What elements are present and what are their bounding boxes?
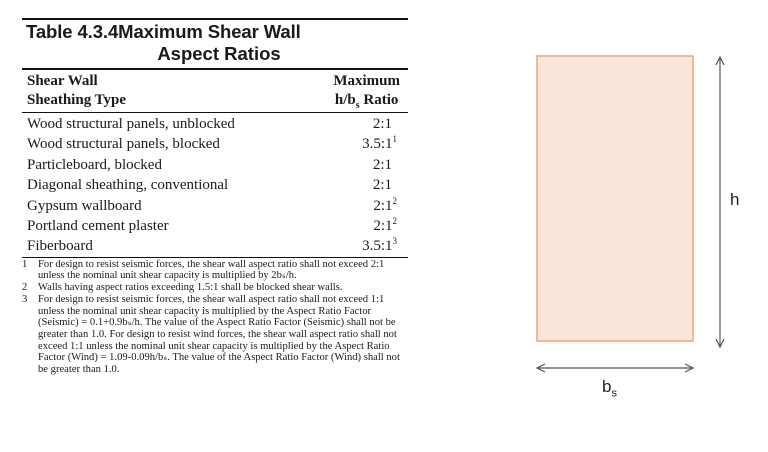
height-label: h	[730, 190, 740, 209]
footnote-ref: 2	[392, 215, 397, 226]
footnote-text: Walls having aspect ratios exceeding 1.5:1 shall be blocked shear walls.	[38, 282, 343, 294]
sheathing-type-cell: Wood structural panels, unblocked	[27, 116, 235, 132]
sheathing-type-cell: Diagonal sheathing, conventional	[27, 177, 229, 194]
ratio-value: 2:1	[373, 217, 393, 234]
footnote-number: 3	[22, 293, 28, 305]
footnote-ref: 3	[392, 236, 397, 247]
ratio-value: 3.5:1	[362, 238, 393, 255]
shear-wall-panel	[537, 56, 693, 341]
footnote-text: For design to resist seismic forces, the shear wall aspect ratio shall not exceed 2:1 unless the nominal unit shear capacity is multiplied by 2bₛ/h.	[38, 258, 385, 282]
title-line-2: Aspect Ratios	[157, 43, 281, 64]
sheathing-type-cell: Wood structural panels, blocked	[27, 136, 220, 153]
footnote-text: For design to resist seismic forces, the shear wall aspect ratio shall not exceed 1:1 unless the nominal unit shear capacity is multiplied by the Aspect Ratio Factor (Seismic) = 0.1+0.9bₛ/h. The value of the Aspect Ratio Factor (Seismic) shall not be greater than 1.0. For design to resist wind forces, the shear wall aspect ratio shall not exceed 1:1 unless the nominal unit shear capacity is multiplied by the Aspect Ratio Factor (Wind) = 1.09-0.09h/bₛ. The value of the Aspect Ratio Factor (Wind) shall not be greater than 1.0.	[38, 293, 400, 376]
ratio-value: 2:1	[372, 116, 392, 132]
footnote-number: 2	[22, 282, 28, 294]
ratio-value: 2:1	[372, 177, 392, 194]
sheathing-type-cell: Gypsum wallboard	[27, 197, 142, 214]
title-line-1: Table 4.3.4Maximum Shear Wall	[26, 21, 301, 42]
width-label-sub: s	[611, 387, 617, 400]
header-left-line-1: Shear Wall	[27, 73, 98, 89]
footnote-number: 1	[22, 258, 28, 270]
header-left-line-2: Sheathing Type	[27, 92, 127, 108]
ratio-value: 3.5:1	[362, 136, 393, 153]
header-hb-sub: s	[355, 100, 360, 111]
ratio-value: 2:1	[372, 156, 392, 173]
sheathing-type-cell: Portland cement plaster	[27, 217, 169, 234]
width-label	[602, 377, 617, 399]
sheathing-type-cell: Particleboard, blocked	[27, 156, 162, 173]
footnote-ref: 1	[392, 134, 397, 145]
sheathing-type-cell: Fiberboard	[27, 238, 93, 255]
header-right-line-1: Maximum	[333, 73, 400, 89]
width-label-main: b	[602, 377, 612, 396]
header-hb-suffix: Ratio	[359, 92, 399, 108]
ratio-value: 2:1	[373, 197, 393, 214]
footnote-ref: 2	[392, 195, 397, 206]
header-hb-prefix: h/b	[334, 92, 356, 108]
